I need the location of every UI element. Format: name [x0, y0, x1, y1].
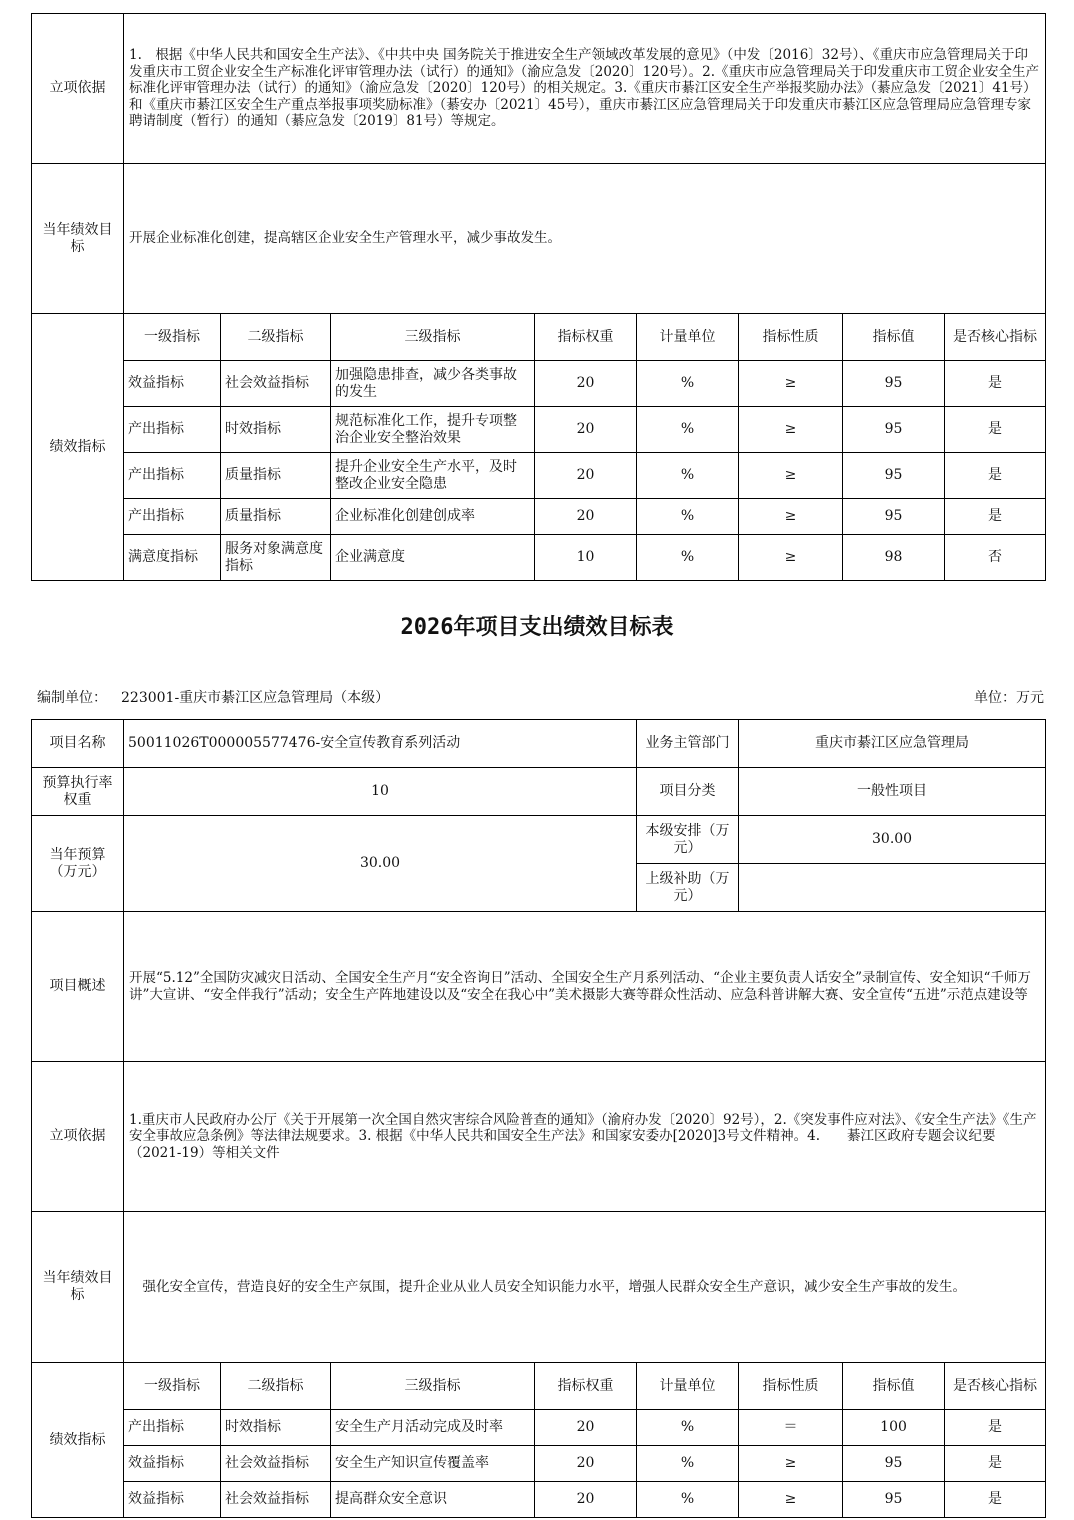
cell-level3: 提高群众安全意识: [331, 1482, 535, 1518]
basis-text: 1. 根据《中华人民共和国安全生产法》、《中共中央 国务院关于推进安全生产领域改革发展的意见》（中发〔2016〕32号）、《重庆市应急管理局关于印发重庆市工贸企业安全生产标准化评审管理办法（试行）的通知》（渝应急发〔2020〕120号）。2.《重庆市应急管理局关于印发重庆市工贸企业安全生产标准化评审管理办法（试行）的通知》（渝应急发〔2020〕120号）的相关规定。3.《重庆市綦江区安全生产举报奖励办法》（綦应急发〔2021〕41号）和《重庆市綦江区安全生产重点举报事项奖励标准》（綦安办〔2021〕45号），重庆市綦江区应急管理局关于印发重庆市綦江区应急管理局应急管理专家聘请制度（暂行）的通知（綦应急发〔2019〕81号）等规定。: [124, 14, 1046, 164]
cell-core: 是: [945, 1446, 1046, 1482]
header-core: 是否核心指标: [945, 1363, 1046, 1410]
cell-unit: %: [637, 361, 739, 407]
table-row: [32, 1410, 1046, 1446]
table-row: [32, 1446, 1046, 1482]
cell-level3: 提升企业安全生产水平，及时整改企业安全隐患: [331, 453, 535, 499]
cell-level2: 质量指标: [221, 499, 331, 535]
cell-level3: 企业标准化创建创成率: [331, 499, 535, 535]
cell-nature: ≥: [739, 499, 843, 535]
cell-core: 是: [945, 1410, 1046, 1446]
cell-nature: ≥: [739, 1482, 843, 1518]
exec-rate-value: 10: [124, 768, 637, 816]
cell-value: 95: [843, 361, 945, 407]
cell-core: 是: [945, 407, 1046, 453]
cell-level1: 效益指标: [124, 1446, 221, 1482]
header-level2: 二级指标: [221, 1363, 331, 1410]
table-row: [32, 453, 1046, 499]
cell-level2: 社会效益指标: [221, 361, 331, 407]
cell-nature: ≥: [739, 1446, 843, 1482]
cell-level1: 效益指标: [124, 1482, 221, 1518]
project-name: 50011026T000005577476-安全宣传教育系列活动: [124, 720, 637, 768]
cell-nature: ≥: [739, 453, 843, 499]
compiling-unit: [37, 687, 403, 707]
header-unit: 计量单位: [637, 314, 739, 361]
cell-level2: 社会效益指标: [221, 1446, 331, 1482]
cell-unit: %: [637, 1410, 739, 1446]
goal-label: 当年绩效目标: [32, 1212, 124, 1363]
perf-label: 绩效指标: [32, 314, 124, 581]
project-name-label: 项目名称: [32, 720, 124, 768]
header-value: 指标值: [843, 1363, 945, 1410]
cell-level1: 产出指标: [124, 453, 221, 499]
cell-level1: 产出指标: [124, 407, 221, 453]
cell-level3: 安全生产月活动完成及时率: [331, 1410, 535, 1446]
cell-value: 95: [843, 1482, 945, 1518]
table-row: [32, 1482, 1046, 1518]
cell-core: 是: [945, 1482, 1046, 1518]
project-table-2: [31, 719, 1046, 1518]
category-label: 项目分类: [637, 768, 739, 816]
perf-label: 绩效指标: [32, 1363, 124, 1518]
cell-unit: %: [637, 453, 739, 499]
cell-nature: ≥: [739, 407, 843, 453]
cell-weight: 20: [535, 499, 637, 535]
cell-nature: ≥: [739, 535, 843, 581]
cell-value: 95: [843, 407, 945, 453]
cell-nature: ≥: [739, 361, 843, 407]
cell-level1: 产出指标: [124, 499, 221, 535]
cell-unit: %: [637, 535, 739, 581]
category-value: 一般性项目: [739, 768, 1046, 816]
cell-level3: 规范标准化工作，提升专项整治企业安全整治效果: [331, 407, 535, 453]
exec-rate-label: 预算执行率权重: [32, 768, 124, 816]
header-level3: 三级指标: [331, 1363, 535, 1410]
overview-label: 项目概述: [32, 912, 124, 1062]
header-level1: 一级指标: [124, 1363, 221, 1410]
cell-level1: 效益指标: [124, 361, 221, 407]
cell-level2: 时效指标: [221, 1410, 331, 1446]
currency-unit: 单位：万元: [974, 690, 1044, 706]
cell-core: 是: [945, 361, 1046, 407]
cell-value: 95: [843, 453, 945, 499]
cell-unit: %: [637, 499, 739, 535]
cell-value: 100: [843, 1410, 945, 1446]
header-core: 是否核心指标: [945, 314, 1046, 361]
table-row: [32, 499, 1046, 535]
cell-level2: 服务对象满意度指标: [221, 535, 331, 581]
dept-label: 业务主管部门: [637, 720, 739, 768]
cell-weight: 20: [535, 407, 637, 453]
dept-value: 重庆市綦江区应急管理局: [739, 720, 1046, 768]
cell-weight: 20: [535, 1446, 637, 1482]
cell-nature: ＝: [739, 1410, 843, 1446]
cell-core: 否: [945, 535, 1046, 581]
basis-text: 1.重庆市人民政府办公厅《关于开展第一次全国自然灾害综合风险普查的通知》（渝府办发〔2020〕92号），2.《突发事件应对法》、《安全生产法》《生产安全事故应急条例》等法律法规要求。3. 根据《中华人民共和国安全生产法》和国家安委办[2020]3号文件精神。4. 綦江区政府专题会议纪要（2021-19）等相关文件: [124, 1062, 1046, 1212]
cell-unit: %: [637, 1482, 739, 1518]
basis-label: 立项依据: [32, 14, 124, 164]
header-level3: 三级指标: [331, 314, 535, 361]
cell-weight: 10: [535, 535, 637, 581]
header-weight: 指标权重: [535, 314, 637, 361]
cell-level2: 质量指标: [221, 453, 331, 499]
cell-value: 95: [843, 499, 945, 535]
cell-core: 是: [945, 453, 1046, 499]
header-weight: 指标权重: [535, 1363, 637, 1410]
cell-level3: 安全生产知识宣传覆盖率: [331, 1446, 535, 1482]
cell-value: 98: [843, 535, 945, 581]
cell-value: 95: [843, 1446, 945, 1482]
compiling-unit-value: 223001-重庆市綦江区应急管理局（本级）: [121, 690, 390, 706]
project-table-1: [31, 13, 1046, 581]
table-row: [32, 535, 1046, 581]
compiling-unit-label: 编制单位：: [37, 690, 107, 706]
basis-label: 立项依据: [32, 1062, 124, 1212]
cell-unit: %: [637, 407, 739, 453]
cell-weight: 20: [535, 1482, 637, 1518]
budget-label: 当年预算（万元）: [32, 816, 124, 912]
header-nature: 指标性质: [739, 1363, 843, 1410]
goal-text: 开展企业标准化创建，提高辖区企业安全生产管理水平，减少事故发生。: [124, 164, 1046, 314]
cell-level2: 社会效益指标: [221, 1482, 331, 1518]
cell-weight: 20: [535, 1410, 637, 1446]
header-unit: 计量单位: [637, 1363, 739, 1410]
budget-value: 30.00: [124, 816, 637, 912]
table-row: [32, 361, 1046, 407]
cell-weight: 20: [535, 453, 637, 499]
goal-label: 当年绩效目标: [32, 164, 124, 314]
header-level1: 一级指标: [124, 314, 221, 361]
cell-unit: %: [637, 1446, 739, 1482]
header-value: 指标值: [843, 314, 945, 361]
goal-text: 强化安全宣传，营造良好的安全生产氛围，提升企业从业人员安全知识能力水平，增强人民群众安全生产意识，减少安全生产事故的发生。: [124, 1212, 1046, 1363]
upper-value: [739, 864, 1046, 912]
local-label: 本级安排（万元）: [637, 816, 739, 864]
overview-text: 开展“5.12”全国防灾减灾日活动、全国安全生产月“安全咨询日”活动、全国安全生产月系列活动、“企业主要负责人话安全”录制宣传、安全知识“千师万讲”大宣讲、“安全伴我行”活动；安全生产阵地建设以及“安全在我心中”美术摄影大赛等群众性活动、应急科普讲解大赛、安全宣传“五进”示范点建设等: [124, 912, 1046, 1062]
cell-level3: 企业满意度: [331, 535, 535, 581]
local-value: 30.00: [739, 816, 1046, 864]
page-title: 2026年项目支出绩效目标表: [400, 615, 674, 640]
header-level2: 二级指标: [221, 314, 331, 361]
cell-level1: 产出指标: [124, 1410, 221, 1446]
cell-level2: 时效指标: [221, 407, 331, 453]
table-row: [32, 407, 1046, 453]
cell-level1: 满意度指标: [124, 535, 221, 581]
header-nature: 指标性质: [739, 314, 843, 361]
cell-weight: 20: [535, 361, 637, 407]
upper-label: 上级补助（万元）: [637, 864, 739, 912]
cell-core: 是: [945, 499, 1046, 535]
cell-level3: 加强隐患排查，减少各类事故的发生: [331, 361, 535, 407]
